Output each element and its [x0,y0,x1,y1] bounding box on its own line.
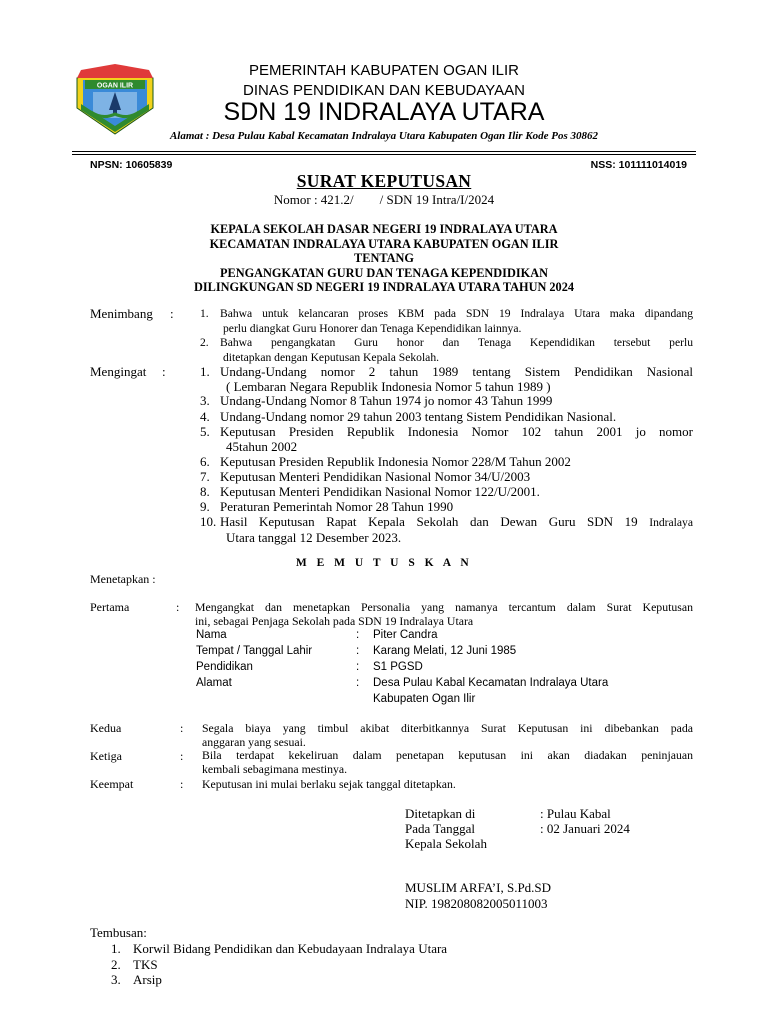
field-address-value: Desa Pulau Kabal Kecamatan Indralaya Utara [373,677,609,689]
kedua-text: Segala biaya yang timbul akibat diterbitkannya Surat Keputusan ini dibebankan pada anggaran yang sesuai. [202,721,693,749]
field-birth-label: Tempat / Tanggal Lahir [196,645,313,657]
sign-date-value: : 02 Januari 2024 [540,821,630,836]
list-item: 1. Korwil Bidang Pendidikan dan Kebudayaan Indralaya Utara [111,941,448,956]
sign-date-label: Pada Tanggal [405,821,475,836]
pertama-text: Mengangkat dan menetapkan Personalia yang namanya tercantum dalam Surat Keputusan ini, sebagai Penjaga Sekolah pada SDN 19 Indralaya Utara [195,600,693,628]
field-birth-value: Karang Melati, 12 Juni 1985 [373,645,517,657]
list-item: 2. TKS [111,956,158,972]
field-education-label: Pendidikan [196,661,253,673]
mengingat-item: 9. Peraturan Pemerintah Nomor 28 Tahun 1990 [200,499,454,514]
menimbang-item: 2. Bahwa pengangkatan Guru honor dan Tenaga Kependidikan tersebut perlu ditetapkan dengan Keputusan Kepala Sekolah. [200,336,693,364]
header-department: DINAS PENDIDIKAN DAN KEBUDAYAAN [242,82,525,99]
logo-text: OGAN ILIR [96,82,134,90]
keempat-colon: : [180,777,184,791]
pertama-label: Pertama [90,600,130,614]
mengingat-item: 8. Keputusan Menteri Pendidikan Nasional Nomor 122/U/2001. [200,484,540,499]
mengingat-label: Mengingat [90,364,147,379]
document-title: SURAT KEPUTUSAN [296,171,472,191]
pertama-colon: : [176,600,180,614]
menetapkan-label: Menetapkan : [90,572,156,586]
signatory-nip: NIP. 198208082005011003 [405,896,548,911]
tembusan-list [111,941,447,988]
field-name-label: Nama [196,629,227,641]
mengingat-colon: : [162,364,166,379]
field-education-value: S1 PGSD [373,661,423,673]
ketiga-text: Bila terdapat kekeliruan dalam penetapan keputusan ini akan diadakan peninjauan kembali sebagimana mestinya. [202,748,693,776]
menimbang-colon: : [170,306,174,321]
field-separator: : [356,629,360,641]
kedua-label: Kedua [90,721,122,735]
keempat-label: Keempat [90,777,134,791]
menimbang-item: 1. Bahwa untuk kelancaran proses KBM pada SDN 19 Indralaya Utara maka dipandang perlu diangkat Guru Honorer dan Tenaga Kependidikan lainnya. [200,307,693,335]
memutuskan-heading: M E M U T U S K A N [295,557,473,569]
field-address-value-2: Kabupaten Ogan Ilir [373,693,476,705]
mengingat-item: 3. Undang-Undang Nomor 8 Tahun 1974 jo nomor 43 Tahun 1999 [200,393,553,408]
signatory-name: MUSLIM ARFA’I, S.Pd.SD [405,880,552,895]
mengingat-item: 1. Undang-Undang nomor 2 tahun 1989 tentang Sistem Pendidikan Nasional ( Lembaran Negara Republik Indonesia Nomor 5 tahun 1989 ) [200,364,693,394]
keempat-text: Keputusan ini mulai berlaku sejak tanggal ditetapkan. [202,777,456,791]
mengingat-item: 10. Hasil Keputusan Rapat Kepala Sekolah dan Dewan Guru SDN 19 Indralaya Utara tanggal 12 Desember 2023. [200,514,693,545]
decree-heading: KEPALA SEKOLAH DASAR NEGERI 19 INDRALAYA UTARA KECAMATAN INDRALAYA UTARA KABUPATEN OGAN ILIR TENTANG PENGANGKATAN GURU DAN TENAGA KEPENDIDIKAN DILINGKUNGAN SD NEGERI 19 INDRALAYA UTARA TAHUN 2024 [193,222,574,294]
npsn: NPSN: 10605839 [90,159,173,171]
mengingat-item: 7. Keputusan Menteri Pendidikan Nasional Nomor 34/U/2003 [200,469,531,484]
mengingat-item: 4. Undang-Undang nomor 29 tahun 2003 tentang Sistem Pendidikan Nasional. [200,409,617,424]
header-rule-thin [72,154,696,155]
sign-place-label: Ditetapkan di [405,806,476,821]
menimbang-label: Menimbang [90,306,153,321]
tembusan-label: Tembusan: [90,925,147,940]
field-separator: : [356,661,360,673]
header-rule-thick [72,151,696,152]
field-separator: : [356,677,360,689]
ketiga-label: Ketiga [90,749,122,763]
mengingat-item: 5. Keputusan Presiden Republik Indonesia Nomor 102 tahun 2001 jo nomor 45tahun 2002 [200,424,693,454]
ketiga-colon: : [180,749,184,763]
header-school-name: SDN 19 INDRALAYA UTARA [223,98,545,126]
kedua-colon: : [180,721,184,735]
field-name-value: Piter Candra [373,629,438,641]
field-address-label: Alamat [196,677,232,689]
list-item: 3. Arsip [111,972,162,987]
document-number: Nomor : 421.2/ / SDN 19 Intra/I/2024 [273,192,495,207]
nss: NSS: 101111014019 [590,159,687,171]
header-address: Alamat : Desa Pulau Kabal Kecamatan Indralaya Utara Kabupaten Ogan Ilir Kode Pos 30862 [169,130,599,142]
mengingat-item: 6. Keputusan Presiden Republik Indonesia Nomor 228/M Tahun 2002 [200,454,571,469]
sign-position: Kepala Sekolah [405,836,487,851]
field-separator: : [356,645,360,657]
sign-place-value: : Pulau Kabal [540,806,611,821]
header-government: PEMERINTAH KABUPATEN OGAN ILIR [248,62,520,79]
